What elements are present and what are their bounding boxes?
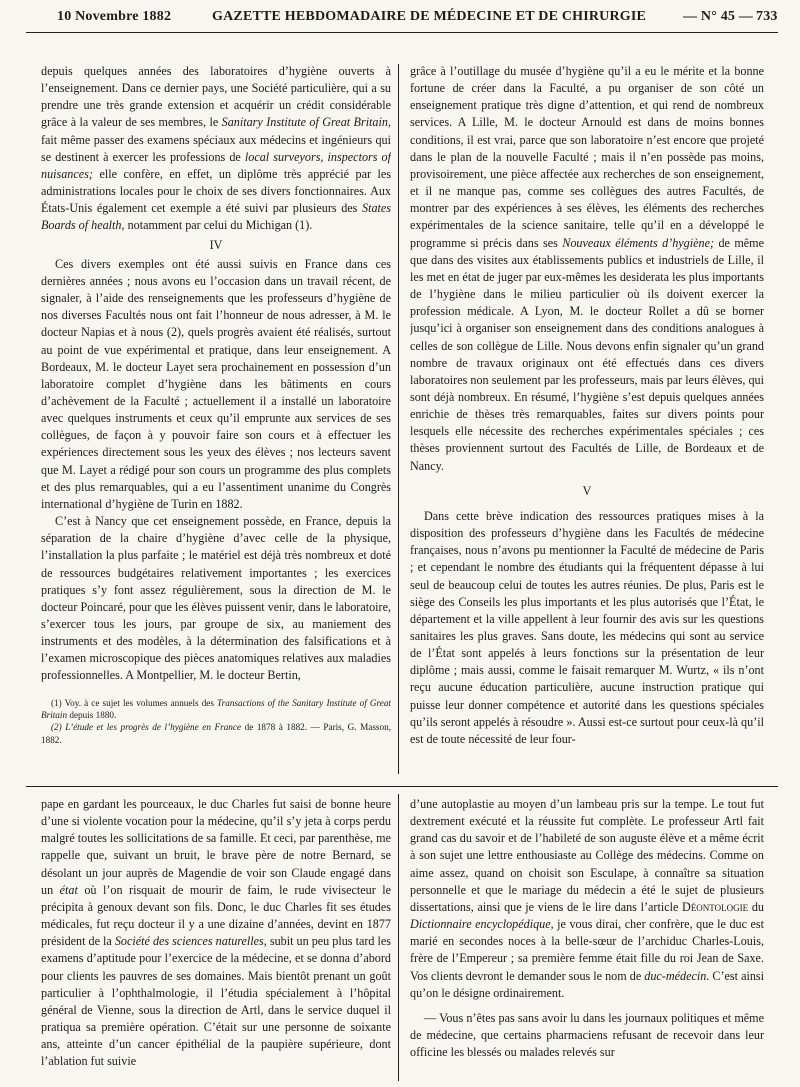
footnote-1: (1) Voy. à ce sujet les volumes annuels des Transactions of the Sanitary Institute of Great Britain depuis 1880. — [41, 697, 391, 721]
column-divider — [398, 64, 399, 774]
feuilleton-right-column — [410, 796, 764, 1083]
paragraph: Dans cette brève indication des ressources pratiques mises à la disposition des professeurs d’hygiène dans les Facultés de médecine françaises, nous n’avons pu mentionner la Faculté de médecine de Paris ; et cependant le nombre des étudiants qui la fréquentent dépasse à lui seul de beaucoup celui de toutes les autres réunies. De plus, Paris est le siège des Conseils les plus importants et les plus autorisés que l’État, le département et la ville appellent à leur fournir des avis sur les questions sanitaires les plus graves. Sans doute, les médecins qui sont au service de l’État sont appelés à leurs fonctions sur la présentation de leur diplôme ; mais aussi, comme le faisait remarquer M. Wurtz, « ils n’ont reçu aucune éducation particulière, aucune instruction pratique qui puisse leur donner compétence et autorité dans les questions spéciales qu’ils seront appelés à résoudre ». Aussi est-ce surtout pour ceux-là qu’il est de toute nécessité de leur four- — [410, 508, 764, 746]
section-heading-v: V — [582, 483, 592, 498]
feuilleton-divider — [398, 794, 399, 1081]
paragraph: C’est à Nancy que cet enseignement possède, en France, depuis la séparation de la chaire d’hygiène d’avec celle de la physique, l’installation la plus parfaite ; le matériel est déjà très nombreux et doté de ressources budgétaires relativement importantes ; les exercices pratiques s’y font assez régulièrement, sous la direction de M. le docteur Poincaré, pour que les élèves puissent venir, dans le laboratoire, s’exercer tous les jours, par groupe de six, au maniement des instruments et des modèles, à la détermination des falsifications et à l’examen microscopique des pièces anatomiques relatives aux maladies professionnelles. A Montpellier, M. le docteur Bertin, — [41, 514, 391, 683]
page-header — [0, 0, 800, 30]
paragraph: Ces divers exemples ont été aussi suivis en France dans ces dernières années ; nous avons eu l’occasion dans un travail récent, de signaler, à l’aide des renseignements que les professeurs d’hygiène de nos diverses Facultés nous ont fait l’honneur de nous adresser, à M. le docteur Napias et à nous (2), quels progrès avaient été réalisés, surtout au point de vue expérimental et pratique, dans leur enseignement. A Bordeaux, M. le docteur Layet sera prochainement en possession d’un laboratoire complet d’hygiène dans les bâtiments en cours d’achèvement de la Faculté ; actuellement il a installé un laboratoire avec quelques instruments et ceux qu’il emprunte aux services de ses collègues, de façon à y pouvoir faire son cours et à effectuer les expériences directement sous les yeux des élèves ; nos lecteurs savent que M. Layet a rédigé pour son cours un programme des plus complets et des plus remarquables, qui a eu l’assentiment unanime du Congrès international d’hygiène de Turin en 1882. — [41, 256, 391, 511]
feuilleton-left-column — [41, 796, 391, 1083]
footnote-2: (2) L’étude et les progrès de l’hygiène en France de 1878 à 1882. — Paris, G. Masson, 1882. — [41, 722, 391, 745]
paragraph: depuis quelques années des laboratoires d’hygiène ouverts à l’enseignement. Dans ce dernier pays, une Société particulière, qui a su prendre une très grande extension et acquérir un crédit considérable grâce à la valeur de ses membres, le Sanitary Institute of Great Britain, fait même passer des examens spéciaux aux médecins et ingénieurs qui se destinent à exercer les professions de local surveyors, inspectors of nuisances; elle confère, en effet, un diplôme très apprécié par les administrations locales pour le choix de ses divers fonctionnaires. Aux États-Unis également cet exemple a été suivi par plusieurs des States Boards of health, notamment par celui du Michigan (1). — [41, 64, 391, 233]
issue-date: 10 Novembre 1882 — [57, 9, 172, 24]
journal-title: GAZETTE HEBDOMADAIRE DE MÉDECINE ET DE CHIRURGIE — [212, 9, 647, 24]
paragraph: — Vous n’êtes pas sans avoir lu dans les journaux politiques et même de médecine, que certains pharmaciens refusant de recevoir dans leur officine les blessés ou malades relevés sur — [410, 1010, 764, 1060]
feuilleton-rule — [26, 786, 778, 787]
section-heading-iv: IV — [209, 237, 223, 252]
article-right-column — [410, 63, 764, 781]
issue-number: — N° 45 — — [683, 9, 754, 24]
paragraph: d’une autoplastie au moyen d’un lambeau pris sur la tempe. Le tout fut dextrement exécuté et la réussite fut complète. Le professeur Artl fait grand cas du savoir et de l’habileté de son auguste élève et a même écrit à son sujet une lettre enthousiaste au Collège des médecins. Comme on aime assez, quand on choisit son Esculape, à connaître sa situation personnelle et que le mariage du médecin a été le sujet de plusieurs dissertations, ainsi que je viens de le lire dans l’article Déontologie du Dictionnaire encyclopédique, je vous dirai, cher confrère, que le duc est marié en secondes noces à la belle-sœur de l’archiduc Charles-Louis, frère de l’Empereur ; sa première femme était fille du roi Jean de Saxe. Vos clients devront le demander sous le nom de duc-médecin. C’est ainsi qu’on le désigne ordinairement. — [410, 797, 764, 1000]
page-number: 733 — [756, 9, 778, 24]
article-left-column — [41, 63, 391, 781]
paragraph: pape en gardant les pourceaux, le duc Charles fut saisi de bonne heure d’une si violente vocation pour la médecine, qu’il s’y jeta à corps perdu malgré toutes les sollicitations de sa famille. Et ceci, par parenthèse, me rappelle que, suivant un bruit, le brave père de notre Bernard, se désolant un jour auprès de Magendie de voir son Claude engagé dans un état où l’on risquait de mourir de faim, le rude vivisecteur le précipita à genoux devant son fils. Donc, le duc Charles fit ses études médicales, fut reçu docteur il y a une dizaine d’années, devint en 1877 président de la Société des sciences naturelles, subit un peu plus tard les examens d’aptitude pour l’exercice de la médecine, et se donna d’abord pour clients les pauvres de ses domaines. Mais bientôt prenant un goût particulier à l’ophthalmologie, il l’étudia spécialement à l’hôpital général de Vienne, sous la direction de Artl, dans le service duquel il pratiqua sa première opération. C’était sur une personne de soixante ans, atteinte d’un cancer épithélial de la paupière supérieure, dont l’ablation fut suivie — [41, 797, 391, 1069]
header-rule — [26, 32, 778, 33]
paragraph: grâce à l’outillage du musée d’hygiène qu’il a eu le mérite et la bonne fortune de créer dans la Faculté, a pu organiser de son côté un enseignement pratique très digne d’attention, et qui rend de nombreux services. A Lille, M. le docteur Arnould est dans de moins bonnes conditions, il est vrai, parce que son laboratoire n’est encore que projeté dans le plan de la nouvelle Faculté ; mais il n’en possède pas moins, provisoirement, une pièce affectée aux recherches de son enseignement, et il ne manque pas, comme ses collègues des autres Facultés, de montrer par des expériences à ses élèves, les éléments des recherches expérimentales de la science sanitaire, telle qu’il en a développé le programme si précis dans ses Nouveaux éléments d’hygiène; de même que dans des visites aux établissements publics et industriels de Lille, il les met en état de juger par eux-mêmes les desiderata les plus importants de l’hygiène dans le milieu particulier où ils doivent exercer la profession médicale. A Lyon, M. le docteur Rollet a dû se borner jusqu’ici à organiser son enseignement dans des conditions analogues à celles de son collègue de Lille. Nous devons enfin signaler qu’un grand nombre de travaux originaux ont été effectués dans ces divers laboratoires non seulement par les professeurs, mais par leurs élèves, qui sont déjà nombreux. En résumé, l’hygiène s’est depuis quelques années enrichie de thèses très remarquables, faites sur divers points pour lesquels elle nécessite des recherches expérimentales spéciales ; ces thèses proviennent surtout des Facultés de Lille, de Bordeaux et de Nancy. — [410, 64, 764, 473]
